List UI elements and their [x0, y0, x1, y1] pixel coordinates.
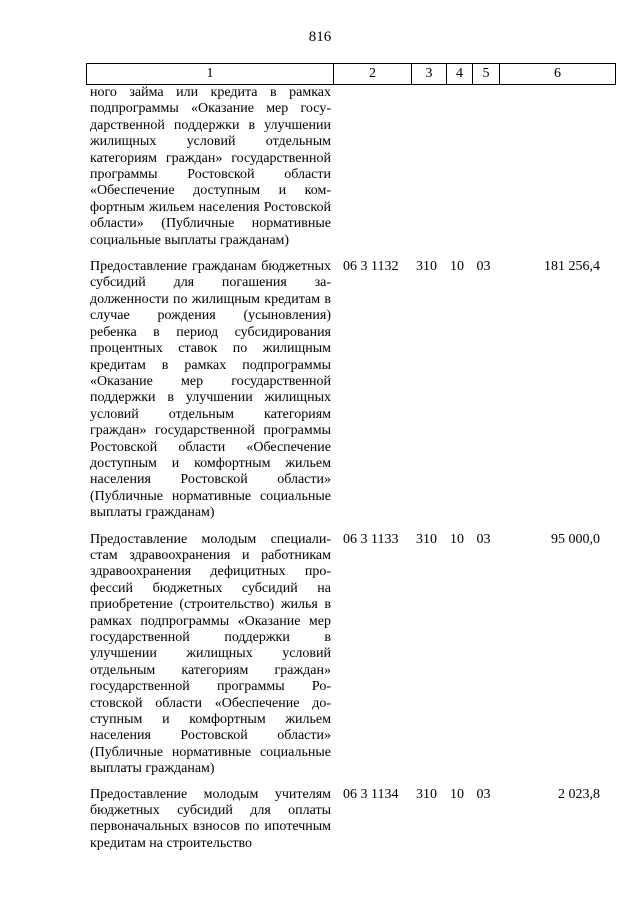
- row-description: ного займа или кредита в рамках подпрограммы «Оказание мер государственной поддержки в улучшении жилищных условий отдельным категориям граждан» государственной программы Ростовской области «Обеспечение доступным и комфортным жильем населения Ростовской области» (Публичные нормативные социальные выплаты гражданам): [90, 85, 331, 248]
- table-body: [86, 85, 616, 856]
- table-header-row: [86, 63, 616, 85]
- header-col-5: 5: [473, 64, 500, 84]
- header-col-1: 1: [87, 64, 334, 84]
- table-row: [86, 85, 616, 249]
- table-row: [86, 787, 616, 853]
- row-section: 10: [450, 259, 464, 275]
- row-description: Предоставление молодым специалистам здравоохранения и работникам здравоохранения дефицитных профессий бюджетных субсидий на приобретение (строительство) жилья в рамках подпрограммы «Оказание мер государственной поддержки в улучшении жилищных условий отдельным категориям граждан» государственной программы Ростовской области «Обеспечение доступным и комфортным жильем населения Ростовской области» (Публичные нормативные социальные выплаты гражданам): [90, 531, 331, 777]
- header-col-3: 3: [412, 64, 447, 84]
- row-section: 10: [450, 531, 464, 547]
- row-amount: [497, 85, 612, 249]
- row-section: 10: [450, 786, 464, 802]
- row-expense-type: [409, 85, 444, 249]
- row-subsection: [470, 85, 497, 249]
- header-col-6: 6: [554, 66, 561, 81]
- row-target-code: 06 3 1133: [343, 531, 399, 547]
- row-expense-type: 310: [416, 531, 437, 547]
- row-amount: 95 000,0: [551, 531, 600, 547]
- row-section: [444, 85, 470, 249]
- header-col-4: 4: [447, 64, 473, 84]
- row-target-code: [331, 85, 409, 249]
- row-subsection: 03: [476, 259, 491, 275]
- row-subsection: 03: [476, 786, 491, 802]
- row-subsection: 03: [476, 531, 491, 547]
- row-description: Предоставление молодым учителям бюджетных субсидий для оплаты первоначальных взносов по ипотечным кредитам на строительство: [90, 786, 331, 851]
- table-row: [86, 532, 616, 778]
- header-col-2: 2: [334, 64, 412, 84]
- row-amount: 181 256,4: [544, 259, 600, 275]
- row-expense-type: 310: [416, 259, 437, 275]
- row-description: Предоставление гражданам бюджетных субсидий для погашения задолженности по жилищным кредитам в случае рождения (усыновления) ребенка в период субсидирования процентных ставок по жилищным кредитам в рамках подпрограммы «Оказание мер государственной поддержки в улучшении жилищных условий отдельным категориям граждан» государственной программы Ростовской области «Обеспечение доступным и комфортным жильем населения Ростовской области» (Публичные нормативные социальные выплаты гражданам): [90, 259, 331, 521]
- row-amount: 2 023,8: [558, 786, 600, 802]
- row-target-code: 06 3 1134: [343, 786, 399, 802]
- row-expense-type: 310: [416, 786, 437, 802]
- table-row: [86, 259, 616, 522]
- row-target-code: 06 3 1132: [343, 259, 399, 275]
- page-number: 816: [308, 29, 332, 45]
